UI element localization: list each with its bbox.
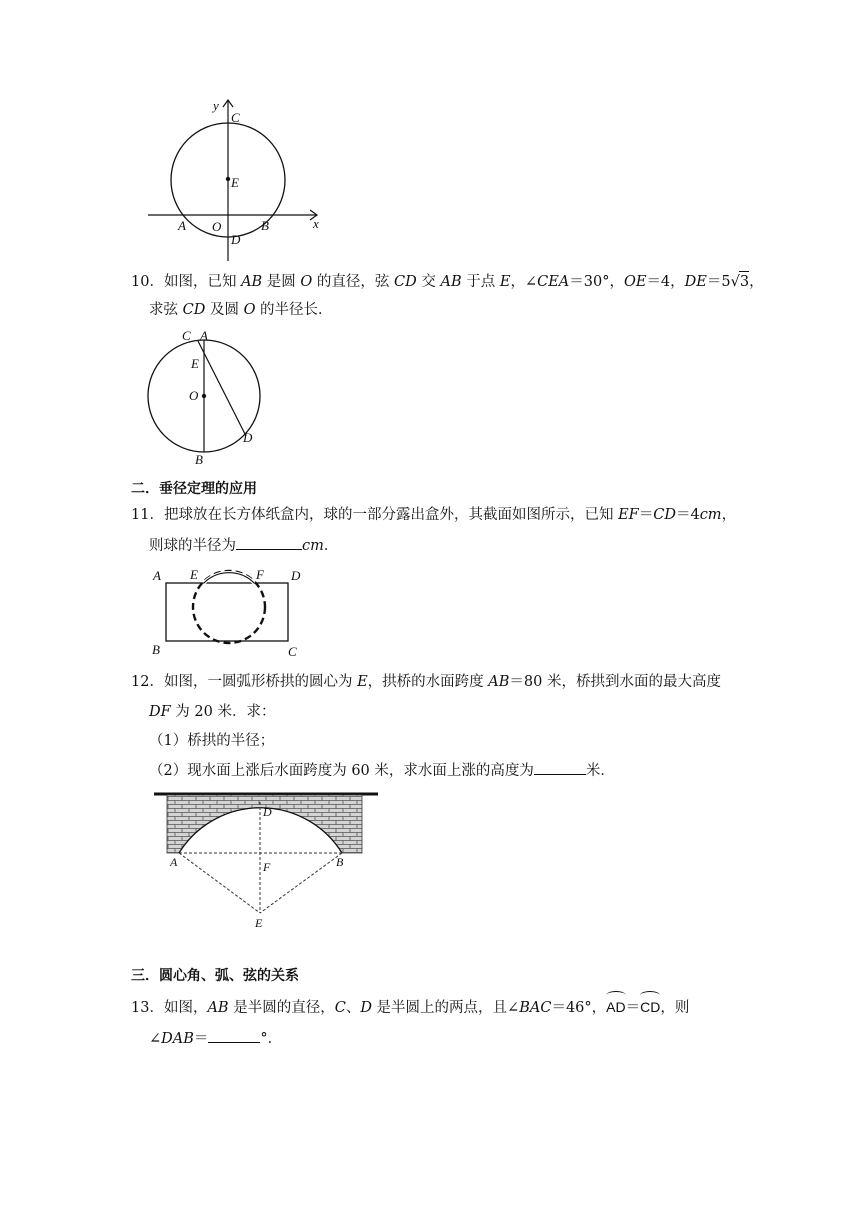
q10-label-A: A [200,328,208,343]
label-B: B [261,218,269,233]
label-E: E [231,175,239,190]
q10-label-C: C [182,328,191,343]
q12-label-E: E [255,916,263,930]
label-x: x [313,216,319,231]
question-10-line2: 求弦 CD 及圆 O 的半径长． [149,302,333,318]
question-11-line2: 则球的半径为 cm． [149,535,338,556]
label-C: C [231,110,240,125]
q12-label-F: F [263,860,271,874]
q10-label-E: E [191,356,199,371]
q11-label-F: F [256,567,264,582]
arc-CD: CD [640,999,661,1015]
label-O: O [212,219,222,234]
figure-q10-circle [140,326,270,468]
question-10-line1: 10．如图，已知 AB 是圆 O 的直径，弦 CD 交 AB 于点 E，∠CEA＝30°，OE＝4，DE＝5√3， [131,271,764,292]
q10-label-D: D [243,430,253,445]
figure-q11-box-ball [148,565,308,663]
question-13-line2: ∠DAB＝ °． [149,1028,282,1049]
question-12-line2: DF 为 20 米．求： [149,704,276,720]
question-12-line1: 12．如图，一圆弧形桥拱的圆心为 E，拱桥的水面跨度 AB＝80 米，桥拱到水面的最大高度 [131,674,721,690]
figure-q12-bridge [150,788,382,930]
label-y: y [213,98,219,113]
q10-label-B: B [195,452,203,467]
q11-label-D: D [291,568,301,583]
question-11-line1: 11．把球放在长方体纸盒内，球的一部分露出盒外，其截面如图所示，已知 EF＝CD＝4cm， [131,507,737,523]
q11-label-E: E [190,567,198,582]
label-D: D [231,232,241,247]
section-2-heading: 二．垂径定理的应用 [131,481,257,497]
label-A: A [178,218,186,233]
q11-label-A: A [153,568,161,583]
q12-label-D: D [263,805,272,819]
q11-label-B: B [152,642,160,657]
section-3-heading: 三．圆心角、弧、弦的关系 [131,968,299,984]
figure-circle-axes [140,95,330,265]
question-12-sub1: （1）桥拱的半径； [149,733,275,749]
answer-blank-q12[interactable] [534,760,586,775]
question-13-line1: 13．如图，AB 是半圆的直径，C、D 是半圆上的两点，且∠BAC＝46°，AD＝CD，则 [131,999,690,1016]
q12-label-B: B [336,855,344,869]
q10-label-O: O [189,388,199,403]
answer-blank-q13[interactable] [208,1028,260,1043]
bridge-masonry [167,795,362,853]
question-12-sub2: （2）现水面上涨后水面跨度为 60 米，求水面上涨的高度为 米． [149,760,615,781]
arc-AD: AD [606,999,626,1015]
q12-label-A: A [170,855,178,869]
q11-label-C: C [288,644,297,659]
answer-blank[interactable] [236,535,302,550]
